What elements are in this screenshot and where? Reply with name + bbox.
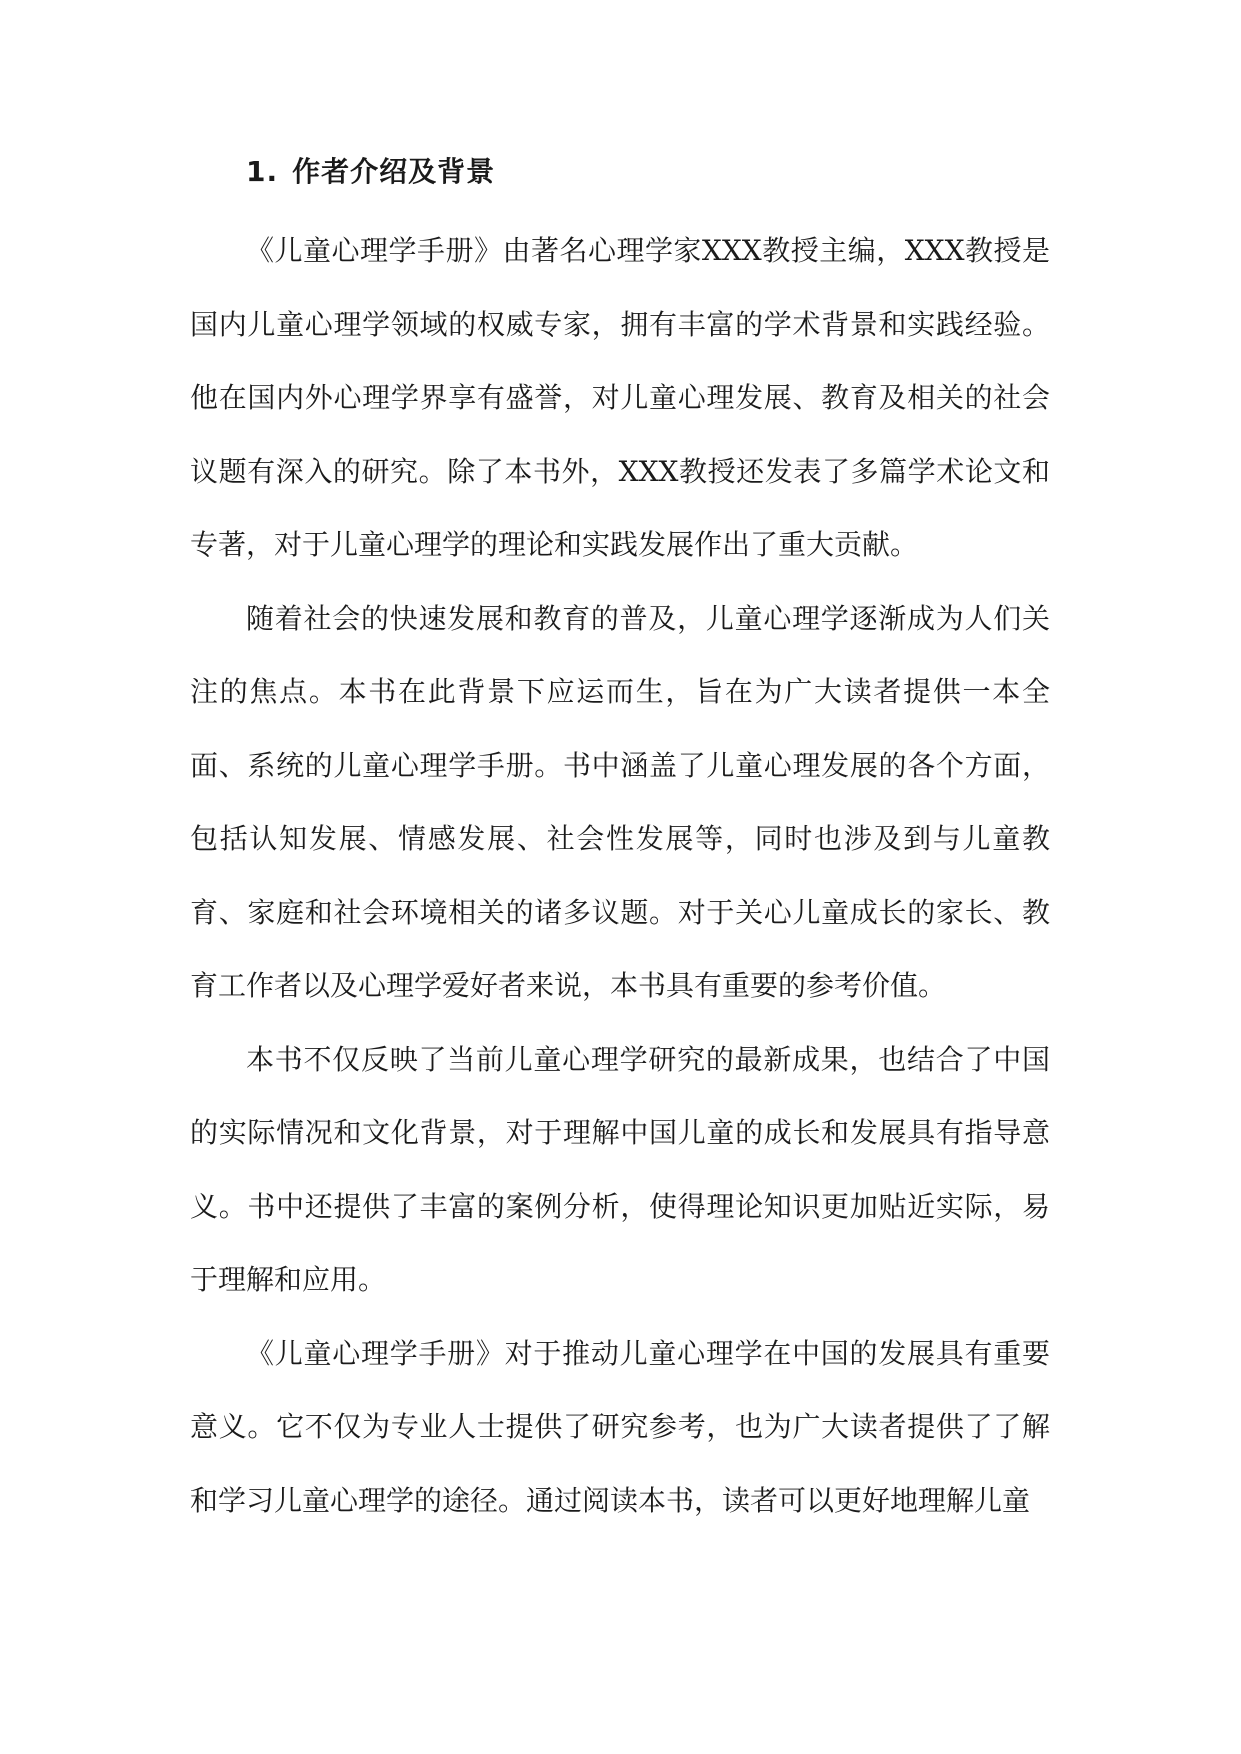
- paragraph-author: 《儿童心理学手册》由著名心理学家XXX教授主编，XXX教授是国内儿童心理学领域的权威专家，拥有丰富的学术背景和实践经验。他在国内外心理学界享有盛誉，对儿童心理发展、教育及相关的社会议题有深入的研究。除了本书外，XXX教授还发表了多篇学术论文和专著，对于儿童心理学的理论和实践发展作出了重大贡献。: [190, 234, 1050, 561]
- page-content: [190, 146, 1050, 1537]
- paragraph-significance: 本书不仅反映了当前儿童心理学研究的最新成果，也结合了中国的实际情况和文化背景，对于理解中国儿童的成长和发展具有指导意义。书中还提供了丰富的案例分析，使得理论知识更加贴近实际，易于理解和应用。: [190, 1042, 1050, 1296]
- paragraph-background: 随着社会的快速发展和教育的普及，儿童心理学逐渐成为人们关注的焦点。本书在此背景下应运而生，旨在为广大读者提供一本全面、系统的儿童心理学手册。书中涵盖了儿童心理发展的各个方面，包括认知发展、情感发展、社会性发展等，同时也涉及到与儿童教育、家庭和社会环境相关的诸多议题。对于关心儿童成长的家长、教育工作者以及心理学爱好者来说，本书具有重要的参考价值。: [190, 601, 1050, 1002]
- section-title: 作者介绍及背景: [292, 155, 496, 188]
- section-heading: [246, 146, 1050, 198]
- section-number: 1.: [246, 155, 279, 188]
- paragraph-impact: 《儿童心理学手册》对于推动儿童心理学在中国的发展具有重要意义。它不仅为专业人士提供了研究参考，也为广大读者提供了了解和学习儿童心理学的途径。通过阅读本书，读者可以更好地理解儿童: [190, 1336, 1050, 1517]
